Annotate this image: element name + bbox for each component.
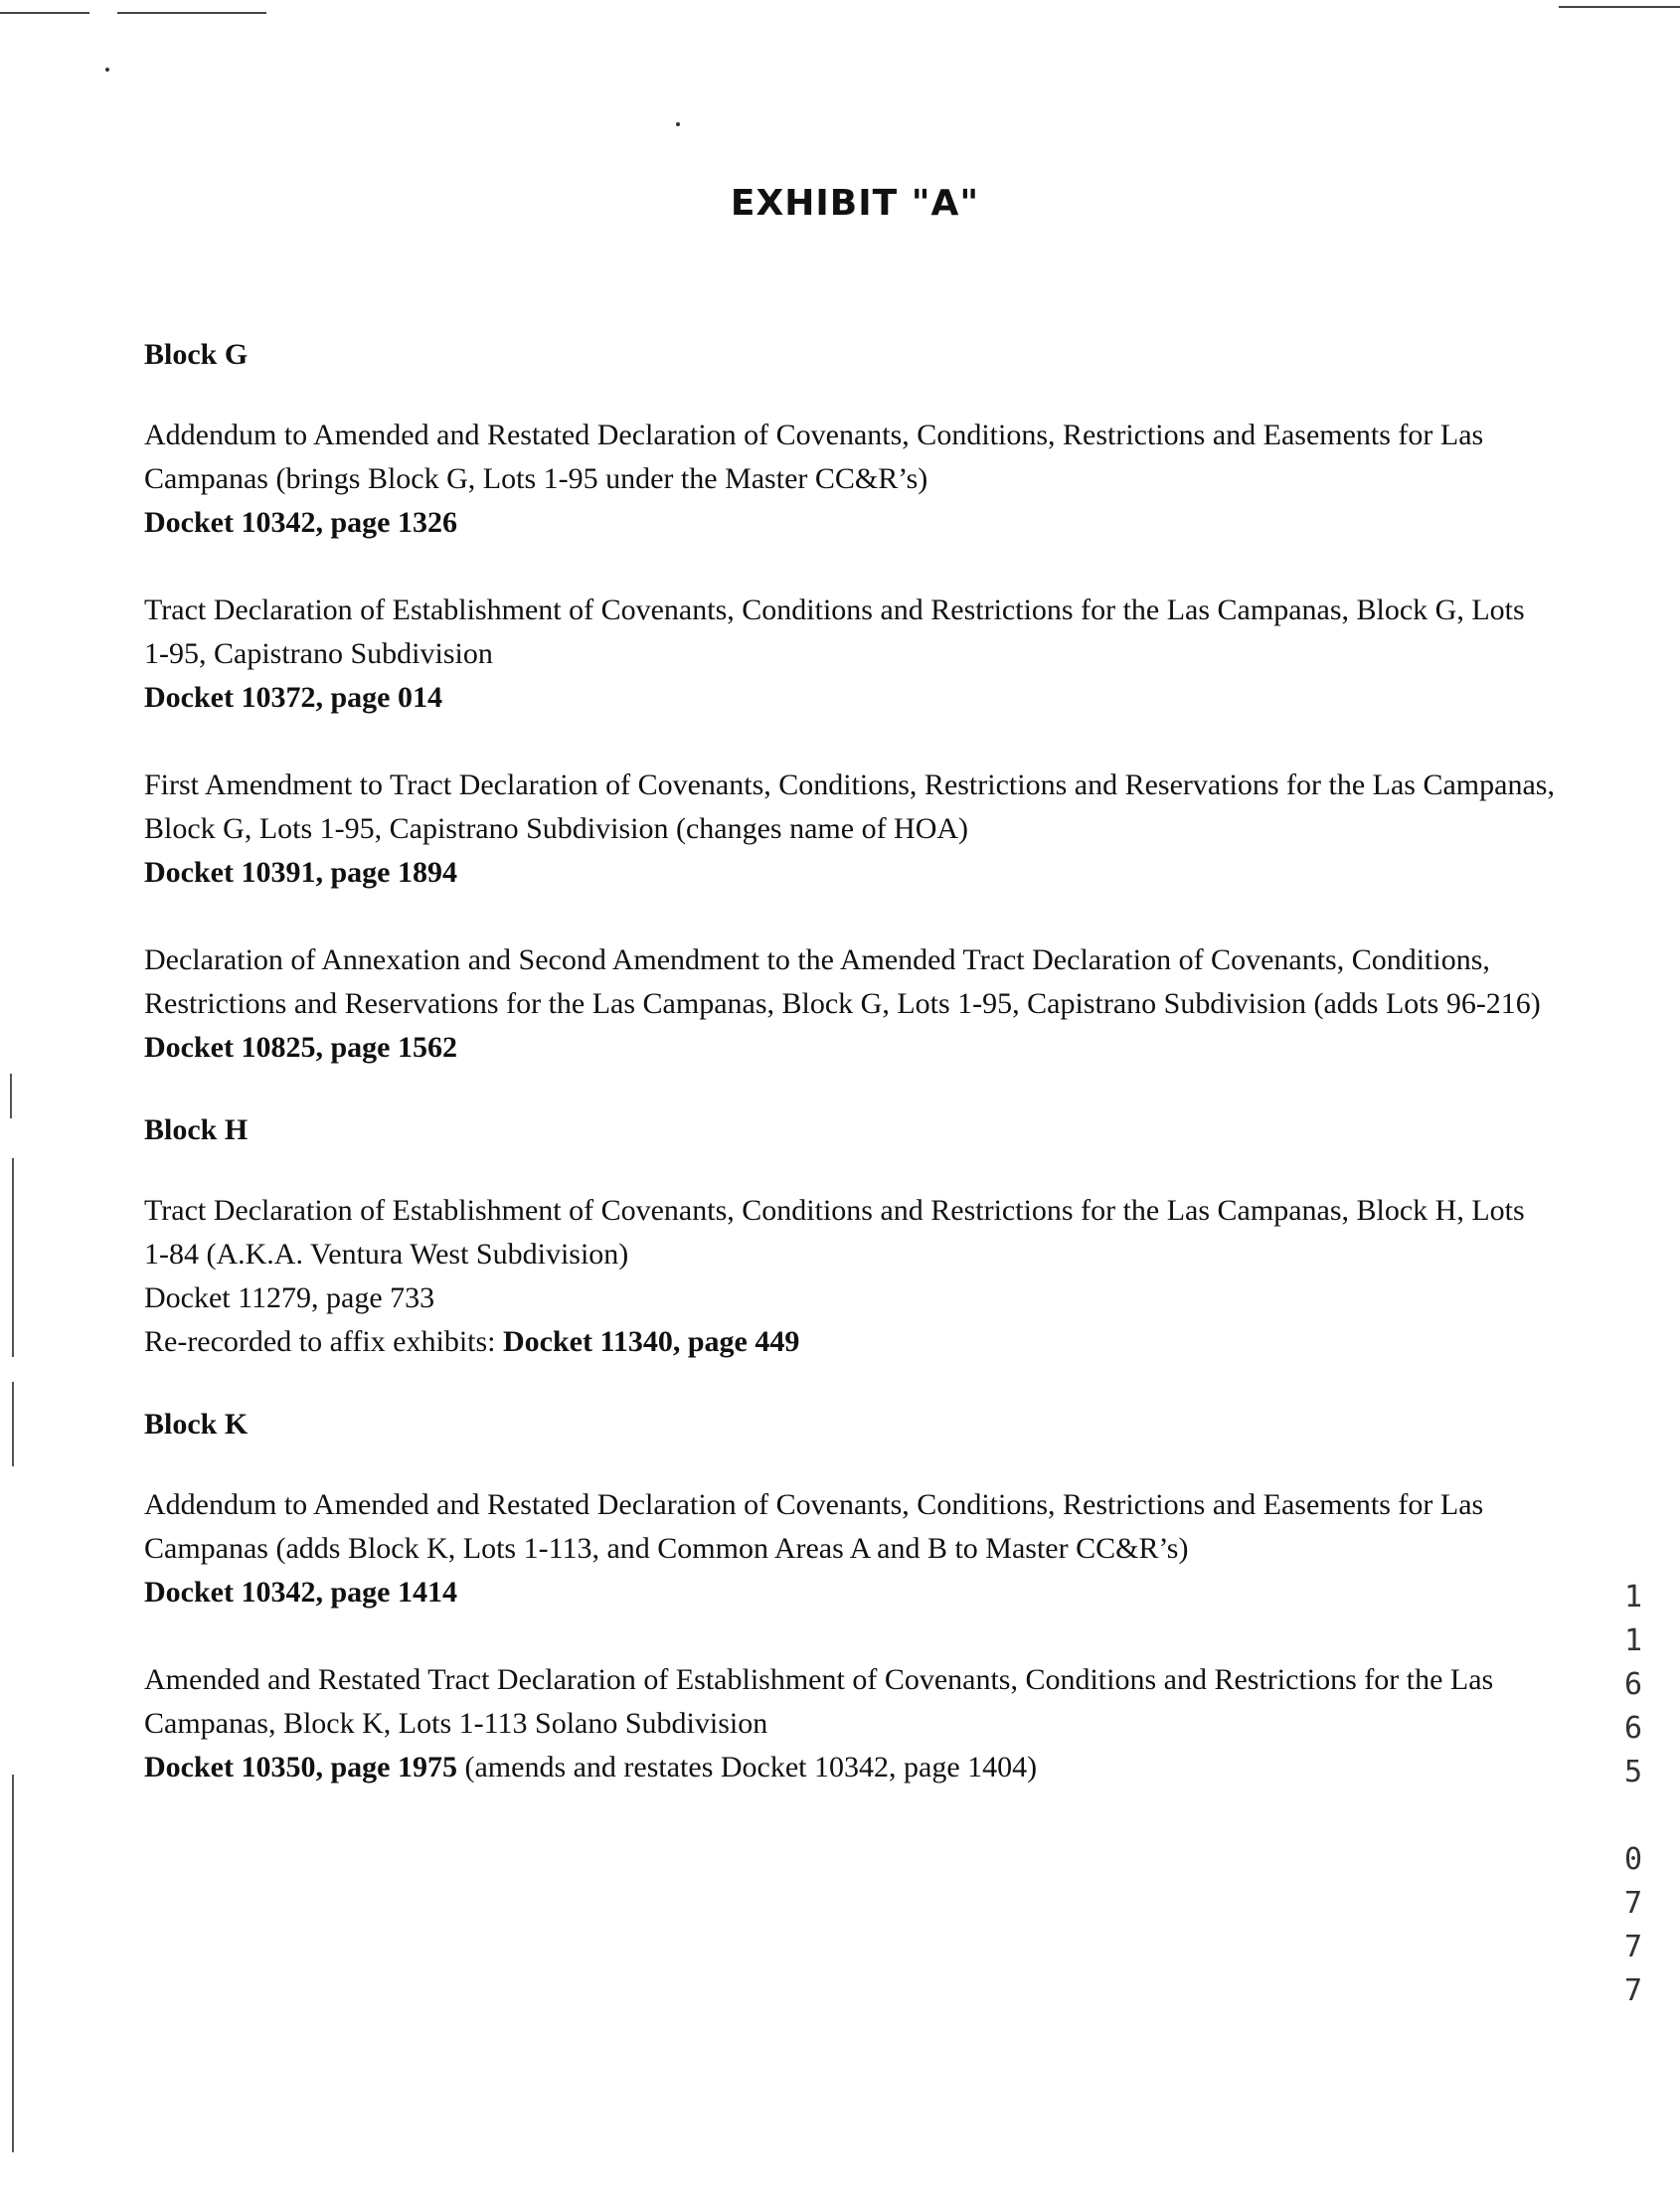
record-description: Tract Declaration of Establishment of Covenants, Conditions and Restrictions for the Las Campanas, Block G, Lots 1-95, Capistrano Subdivision <box>144 594 1525 670</box>
stamp-digit: 7 <box>1623 1886 1643 1921</box>
record-rerecorded-line <box>144 1320 1556 1364</box>
section-heading: Block K <box>144 1408 249 1441</box>
section-heading: Block G <box>144 338 249 371</box>
record-description: First Amendment to Tract Declaration of Covenants, Conditions, Restrictions and Reservations for the Las Campanas, Block G, Lots 1-95, Capistrano Subdivision (changes name of HOA) <box>144 768 1555 845</box>
record-entry <box>144 1658 1556 1789</box>
record-entry <box>144 764 1556 895</box>
record-docket-line <box>144 1746 1556 1789</box>
stamp-digit: 0 <box>1623 1842 1643 1877</box>
scan-artifact-dot <box>105 68 109 72</box>
stamp-digit: 5 <box>1623 1755 1643 1789</box>
section-block-k <box>144 1408 1556 1789</box>
record-description: Tract Declaration of Establishment of Covenants, Conditions and Restrictions for the Las Campanas, Block H, Lots 1-84 (A.K.A. Ventura West Subdivision) <box>144 1194 1525 1271</box>
record-entry <box>144 414 1556 545</box>
record-description: Amended and Restated Tract Declaration of Establishment of Covenants, Conditions and Restrictions for the Las Campanas, Block K, Lots 1-113 Solano Subdivision <box>144 1663 1494 1740</box>
record-docket: Docket 10391, page 1894 <box>144 856 457 889</box>
scan-artifact-dot <box>676 122 680 126</box>
document-body <box>144 338 1556 1833</box>
record-entry <box>144 589 1556 720</box>
scan-artifact-margin-line <box>12 1158 14 1357</box>
stamp-gap <box>1618 1794 1648 1838</box>
section-block-g <box>144 338 1556 1070</box>
rerecorded-label: Re-recorded to affix exhibits: <box>144 1325 503 1358</box>
record-description: Declaration of Annexation and Second Amendment to the Amended Tract Declaration of Covenants, Conditions, Restrictions and Reservations for the Las Campanas, Block G, Lots 1-95, Capistrano Subdivision (adds Lots 96-216) <box>144 943 1541 1020</box>
record-note: (amends and restates Docket 10342, page 1404) <box>456 1751 1038 1783</box>
record-docket: Docket 10825, page 1562 <box>144 1031 457 1064</box>
record-description: Addendum to Amended and Restated Declaration of Covenants, Conditions, Restrictions and Easements for Las Campanas (adds Block K, Lots 1-113, and Common Areas A and B to Master CC&R’s) <box>144 1488 1484 1565</box>
scan-artifact-margin-line <box>12 1775 14 2152</box>
record-entry <box>144 1483 1556 1614</box>
record-entry <box>144 938 1556 1070</box>
record-description: Addendum to Amended and Restated Declaration of Covenants, Conditions, Restrictions and Easements for Las Campanas (brings Block G, Lots 1-95 under the Master CC&R’s) <box>144 419 1484 495</box>
section-block-h <box>144 1113 1556 1364</box>
record-docket: Docket 10342, page 1326 <box>144 506 457 539</box>
stamp-digit: 1 <box>1623 1580 1643 1614</box>
scan-artifact-rule <box>117 12 266 14</box>
recording-number-stamp <box>1618 1576 1648 2013</box>
record-entry <box>144 1189 1556 1364</box>
stamp-digit: 7 <box>1623 1973 1643 2008</box>
record-docket: Docket 10342, page 1414 <box>144 1576 457 1609</box>
scan-artifact-rule <box>0 12 89 14</box>
scan-artifact-rule <box>1559 6 1680 8</box>
record-docket: Docket 11340, page 449 <box>503 1325 800 1358</box>
stamp-digit: 7 <box>1623 1930 1643 1964</box>
stamp-digit: 1 <box>1623 1623 1643 1658</box>
stamp-digit: 6 <box>1623 1711 1643 1746</box>
record-docket: Docket 10372, page 014 <box>144 681 442 714</box>
section-heading: Block H <box>144 1113 249 1146</box>
page-title: EXHIBIT "A" <box>730 183 980 225</box>
record-docket-plain: Docket 11279, page 733 <box>144 1281 435 1314</box>
scan-artifact-margin-line <box>10 1074 12 1118</box>
record-docket: Docket 10350, page 1975 <box>144 1751 457 1783</box>
scan-artifact-margin-line <box>12 1382 14 1466</box>
stamp-digit: 6 <box>1623 1667 1643 1702</box>
